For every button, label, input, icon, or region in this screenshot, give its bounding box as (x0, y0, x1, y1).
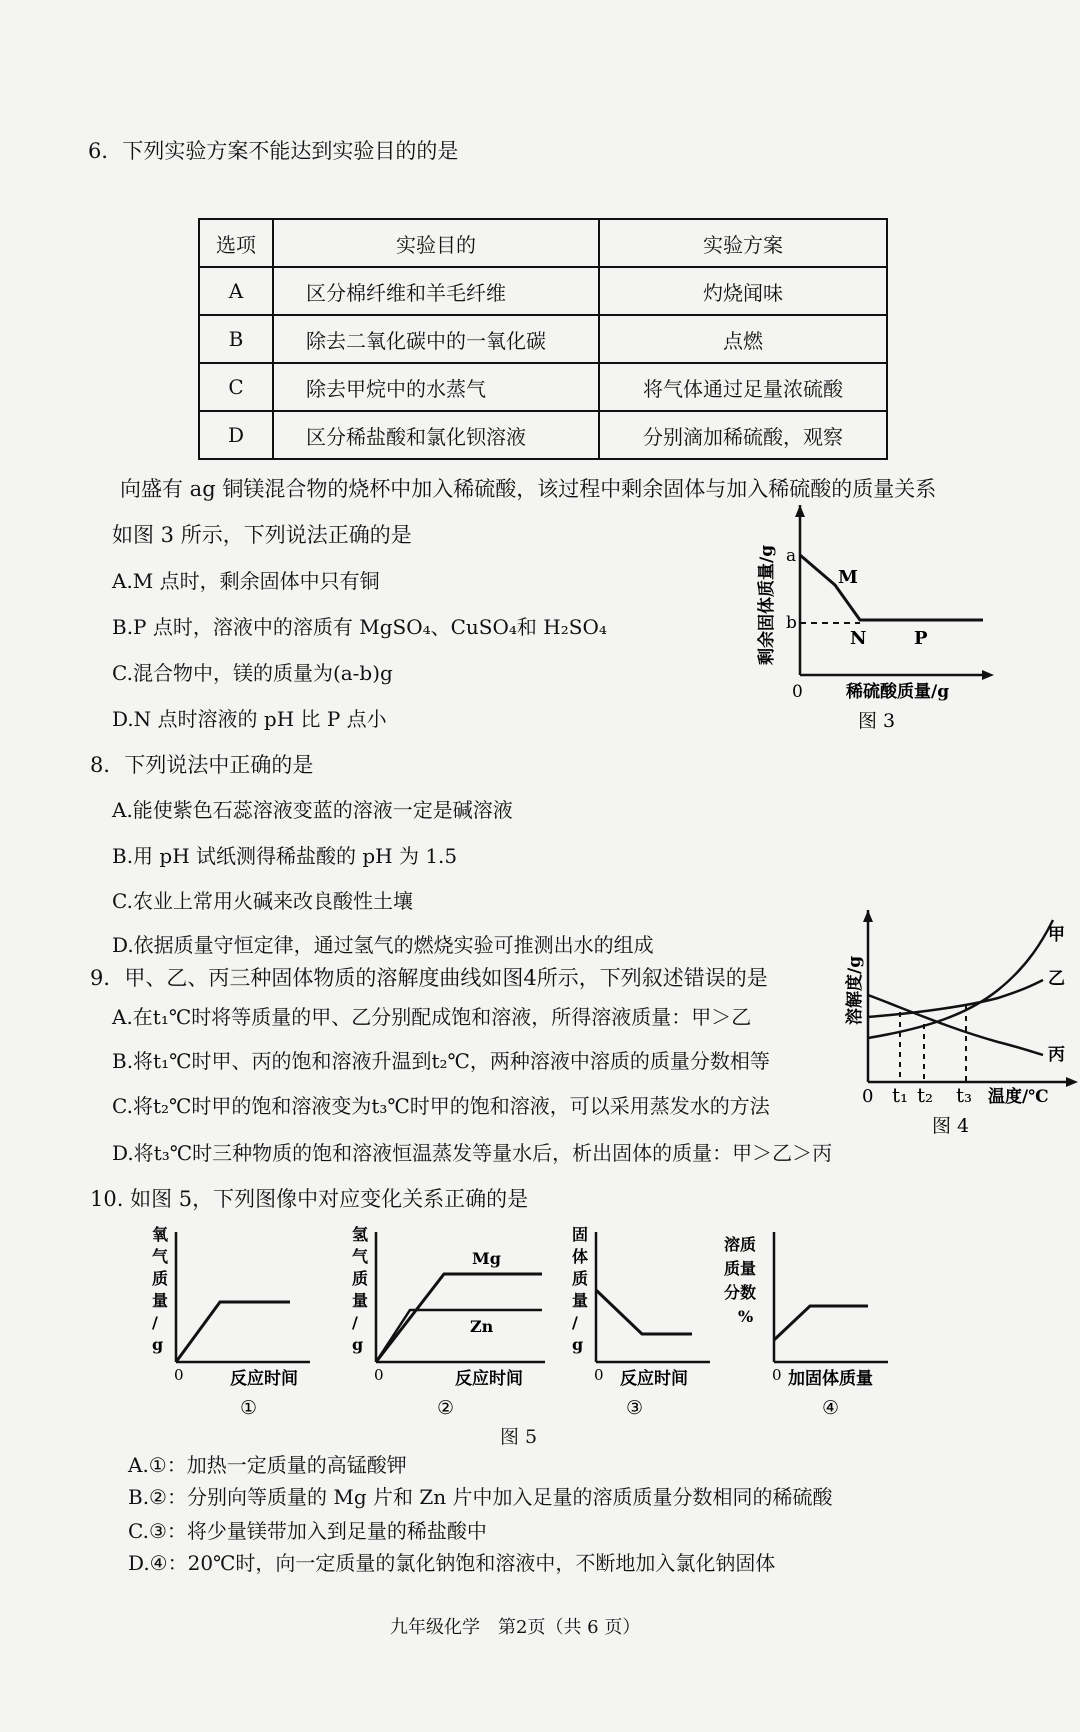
graph4-number: ④ (822, 1397, 840, 1419)
fig5-graph-2 (340, 1222, 550, 1422)
graph1-ylabel: 氧气质量/ g (152, 1225, 169, 1354)
graph4-xlabel: 加固体质量 (788, 1369, 873, 1389)
fig3-label-b: b (786, 613, 797, 633)
q10-option-a: A.①：加热一定质量的高锰酸钾 (128, 1453, 407, 1477)
fig4-curve-jia (868, 920, 1053, 1038)
graph3-origin: 0 (594, 1366, 604, 1384)
q7-option-c: C.混合物中，镁的质量为(a-b)g (112, 661, 393, 685)
q7-stem-line1: 向盛有 ag 铜镁混合物的烧杯中加入稀硫酸，该过程中剩余固体与加入稀硫酸的质量关系 (120, 477, 937, 501)
table-cell: 区分棉纤维和羊毛纤维 (273, 267, 599, 315)
table-cell: 灼烧闻味 (599, 267, 887, 315)
fig3-label-p: P (914, 628, 928, 649)
q7-option-d: D.N 点时溶液的 pH 比 P 点小 (112, 707, 387, 731)
q7-option-a: A.M 点时，剩余固体中只有铜 (112, 569, 380, 593)
fig4-caption: 图 4 (932, 1115, 970, 1137)
table-cell: 区分稀盐酸和氯化钡溶液 (273, 411, 599, 459)
q10-option-d: D.④：20℃时，向一定质量的氯化钠饱和溶液中，不断地加入氯化钠固体 (128, 1551, 776, 1575)
q8-stem: 8．下列说法中正确的是 (90, 753, 314, 777)
graph4-origin: 0 (772, 1366, 782, 1384)
graph1-xlabel: 反应时间 (230, 1369, 298, 1389)
table-cell: 除去二氧化碳中的一氧化碳 (273, 315, 599, 363)
table-cell: B (199, 315, 273, 363)
graph2-line-mg (376, 1274, 542, 1362)
fig4-origin: 0 (862, 1086, 874, 1107)
fig4-tick-t1: t₁ (892, 1083, 909, 1107)
q6-stem: 6．下列实验方案不能达到实验目的的是 (88, 139, 459, 163)
table-cell: 除去甲烷中的水蒸气 (273, 363, 599, 411)
fig4-xlabel: 温度/℃ (988, 1087, 1049, 1107)
table-cell: 分别滴加稀硫酸，观察 (599, 411, 887, 459)
table-cell: 将气体通过足量浓硫酸 (599, 363, 887, 411)
fig4-label-jia: 甲 (1048, 925, 1065, 945)
q6-table (198, 218, 888, 460)
graph2-label-mg: Mg (472, 1249, 501, 1268)
figure-3 (740, 505, 1000, 740)
fig3-ylabel: 剩余固体质量/g (757, 544, 777, 665)
q10-option-c: C.③：将少量镁带加入到足量的稀盐酸中 (128, 1519, 487, 1543)
graph2-label-zn: Zn (470, 1317, 494, 1336)
graph4-line (774, 1306, 868, 1340)
fig3-axes (795, 505, 994, 680)
q9-option-c: C.将t₂℃时甲的饱和溶液变为t₃℃时甲的饱和溶液，可以采用蒸发水的方法 (112, 1094, 770, 1118)
table-cell: D (199, 411, 273, 459)
graph3-ylabel: 固体质量/ g (572, 1225, 589, 1354)
q8-option-c: C.农业上常用火碱来改良酸性土壤 (112, 889, 413, 913)
fig4-axes (863, 910, 1078, 1087)
graph1-line (176, 1302, 290, 1362)
q7-option-b: B.P 点时，溶液中的溶质有 MgSO₄、CuSO₄和 H₂SO₄ (112, 615, 607, 639)
table-header: 实验方案 (599, 219, 887, 267)
table-row (199, 267, 887, 315)
graph1-number: ① (240, 1397, 258, 1419)
table-header-row (199, 219, 887, 267)
fig4-curve-yi (868, 980, 1043, 1017)
fig5-graph-1 (140, 1222, 320, 1422)
fig3-label-n: N (850, 628, 867, 649)
graph3-xlabel: 反应时间 (620, 1369, 688, 1389)
fig4-tick-t2: t₂ (917, 1083, 934, 1107)
fig4-label-bing: 丙 (1048, 1045, 1065, 1065)
q8-option-d: D.依据质量守恒定律，通过氢气的燃烧实验可推测出水的组成 (112, 933, 654, 957)
table-header: 实验目的 (273, 219, 599, 267)
fig3-caption: 图 3 (858, 710, 896, 732)
table-row (199, 411, 887, 459)
table-row (199, 363, 887, 411)
fig4-curve-bing (868, 995, 1043, 1055)
q8-option-a: A.能使紫色石蕊溶液变蓝的溶液一定是碱溶液 (112, 798, 513, 822)
fig5-caption: 图 5 (500, 1426, 538, 1448)
table-cell: A (199, 267, 273, 315)
q9-option-b: B.将t₁℃时甲、丙的饱和溶液升温到t₂℃，两种溶液中溶质的质量分数相等 (112, 1049, 770, 1073)
q8-option-b: B.用 pH 试纸测得稀盐酸的 pH 为 1.5 (112, 844, 458, 868)
fig3-label-a: a (786, 546, 797, 566)
fig5-graph-4 (718, 1222, 898, 1422)
graph2-ylabel: 氢气质量/ g (352, 1225, 369, 1354)
graph1-origin: 0 (174, 1366, 184, 1384)
fig3-curve (800, 555, 983, 620)
fig4-tick-t3: t₃ (956, 1083, 973, 1107)
q9-option-d: D.将t₃℃时三种物质的饱和溶液恒温蒸发等量水后，析出固体的质量：甲＞乙＞丙 (112, 1141, 833, 1165)
figure-4 (838, 910, 1078, 1150)
table-cell: 点燃 (599, 315, 887, 363)
graph3-line (596, 1290, 692, 1334)
table-header: 选项 (199, 219, 273, 267)
q9-option-a: A.在t₁℃时将等质量的甲、乙分别配成饱和溶液，所得溶液质量：甲＞乙 (112, 1005, 752, 1029)
fig3-origin: 0 (792, 682, 803, 702)
fig3-xlabel: 稀硫酸质量/g (846, 682, 950, 702)
table-cell: C (199, 363, 273, 411)
graph4-ylabel-line1: 溶质质量分数% (724, 1235, 757, 1326)
graph2-origin: 0 (374, 1366, 384, 1384)
table-row (199, 315, 887, 363)
graph2-line-zn (376, 1310, 542, 1362)
fig4-ylabel: 溶解度/g (845, 955, 865, 1025)
graph2-number: ② (437, 1397, 455, 1419)
q10-option-b: B.②：分别向等质量的 Mg 片和 Zn 片中加入足量的溶质质量分数相同的稀硫酸 (128, 1485, 833, 1509)
q7-stem-line2: 如图 3 所示，下列说法正确的是 (112, 523, 412, 547)
fig5-graph-3 (560, 1222, 720, 1422)
page-footer: 九年级化学 第2页（共 6 页） (390, 1617, 641, 1638)
q9-stem: 9．甲、乙、丙三种固体物质的溶解度曲线如图4所示，下列叙述错误的是 (90, 966, 768, 990)
graph2-xlabel: 反应时间 (455, 1369, 523, 1389)
fig4-label-yi: 乙 (1048, 969, 1065, 989)
fig3-label-m: M (838, 567, 858, 588)
graph3-number: ③ (626, 1397, 644, 1419)
q10-stem: 10. 如图 5，下列图像中对应变化关系正确的是 (90, 1187, 529, 1211)
